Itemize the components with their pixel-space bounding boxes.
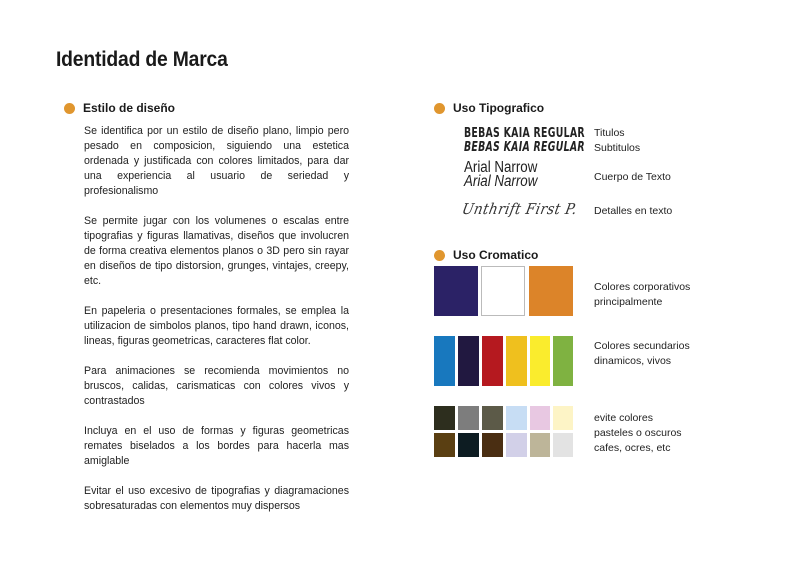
secondary-swatch: [458, 336, 479, 386]
secondary-label-line: dinamicos, vivos: [594, 355, 672, 367]
details-label: Detalles en texto: [594, 205, 673, 217]
secondary-swatch: [482, 336, 503, 386]
avoid-swatch: [458, 406, 479, 430]
secondary-swatch: [506, 336, 527, 386]
corporate-label-line: principalmente: [594, 296, 663, 308]
color-heading-label: Uso Cromatico: [453, 248, 539, 262]
secondary-label-line: Colores secundarios: [594, 340, 690, 352]
secondary-colors-label: [594, 339, 690, 369]
body-text-label: Cuerpo de Texto: [594, 171, 671, 183]
avoid-label-line: cafes, ocres, etc: [594, 442, 671, 454]
avoid-colors-label: [594, 411, 682, 456]
avoid-label-line: evite colores: [594, 412, 653, 424]
avoid-swatch: [553, 406, 573, 430]
secondary-swatch: [434, 336, 455, 386]
corporate-colors-label: [594, 280, 690, 310]
avoid-swatch: [434, 406, 455, 430]
avoid-swatch: [506, 406, 527, 430]
color-section-heading: [434, 248, 538, 262]
secondary-swatch: [530, 336, 550, 386]
corporate-swatch: [529, 266, 573, 316]
arial-regular-sample: Arial Narrow: [464, 159, 538, 176]
arial-italic-sample: Arial Narrow: [464, 173, 538, 190]
avoid-swatch: [482, 433, 503, 457]
bullet-dot-icon: [434, 250, 445, 261]
style-paragraph: Incluya en el uso de formas y figuras geometricas remates biselados a los bordes para hacerla mas amiglable: [84, 425, 349, 467]
avoid-swatch: [434, 433, 455, 457]
script-font-sample: Unthrift First P.: [460, 200, 579, 218]
avoid-swatch: [506, 433, 527, 457]
typography-heading-label: Uso Tipografico: [453, 101, 545, 115]
style-paragraph: Se permite jugar con los volumenes o escalas entre tipografias y figuras llamativas, diseños que involucren de forma creativa elementos planos o 3D pero sin rayar en diseños de tipo distorsion, grunges, vintajes, creepy, etc.: [84, 215, 349, 287]
bullet-dot-icon: [64, 103, 75, 114]
subtitles-label: Subtitulos: [594, 142, 641, 154]
page-title: Identidad de Marca: [56, 48, 228, 71]
style-paragraph: Para animaciones se recomienda movimientos no bruscos, calidas, carismaticas con colores vivos y contrastados: [84, 365, 349, 407]
style-paragraph: En papeleria o presentaciones formales, se emplea la utilizacion de simbolos planos, tipo hand drawn, iconos, lineas, figuras geometricas, caracteres flat color.: [84, 305, 349, 347]
style-paragraph: Se identifica por un estilo de diseño plano, limpio pero pesado en composicion, siguiendo una estetica ordenada y justificada con colores limitados, para dar una experiencia al usuario de seriedad y profesionalismo: [84, 125, 349, 197]
avoid-swatch: [482, 406, 503, 430]
avoid-swatch: [458, 433, 479, 457]
style-description: [84, 124, 349, 529]
secondary-swatch: [553, 336, 573, 386]
corporate-swatch: [481, 266, 525, 316]
style-section-heading: [64, 101, 175, 115]
bebas-italic-sample: BEBAS KAIA REGULAR: [464, 140, 585, 155]
corporate-label-line: Colores corporativos: [594, 281, 691, 293]
style-paragraph: Evitar el uso excesivo de tipografias y diagramaciones sobresaturadas con elementos muy dispersos: [84, 485, 349, 512]
bebas-regular-sample: BEBAS KAIA REGULAR: [464, 126, 585, 141]
corporate-swatch: [434, 266, 478, 316]
avoid-swatch: [530, 433, 550, 457]
typography-section-heading: [434, 101, 544, 115]
bullet-dot-icon: [434, 103, 445, 114]
avoid-swatch: [553, 433, 573, 457]
style-heading-label: Estilo de diseño: [83, 101, 176, 115]
avoid-label-line: pasteles o oscuros: [594, 427, 682, 439]
avoid-swatch: [530, 406, 550, 430]
titles-label: Titulos: [594, 127, 625, 139]
